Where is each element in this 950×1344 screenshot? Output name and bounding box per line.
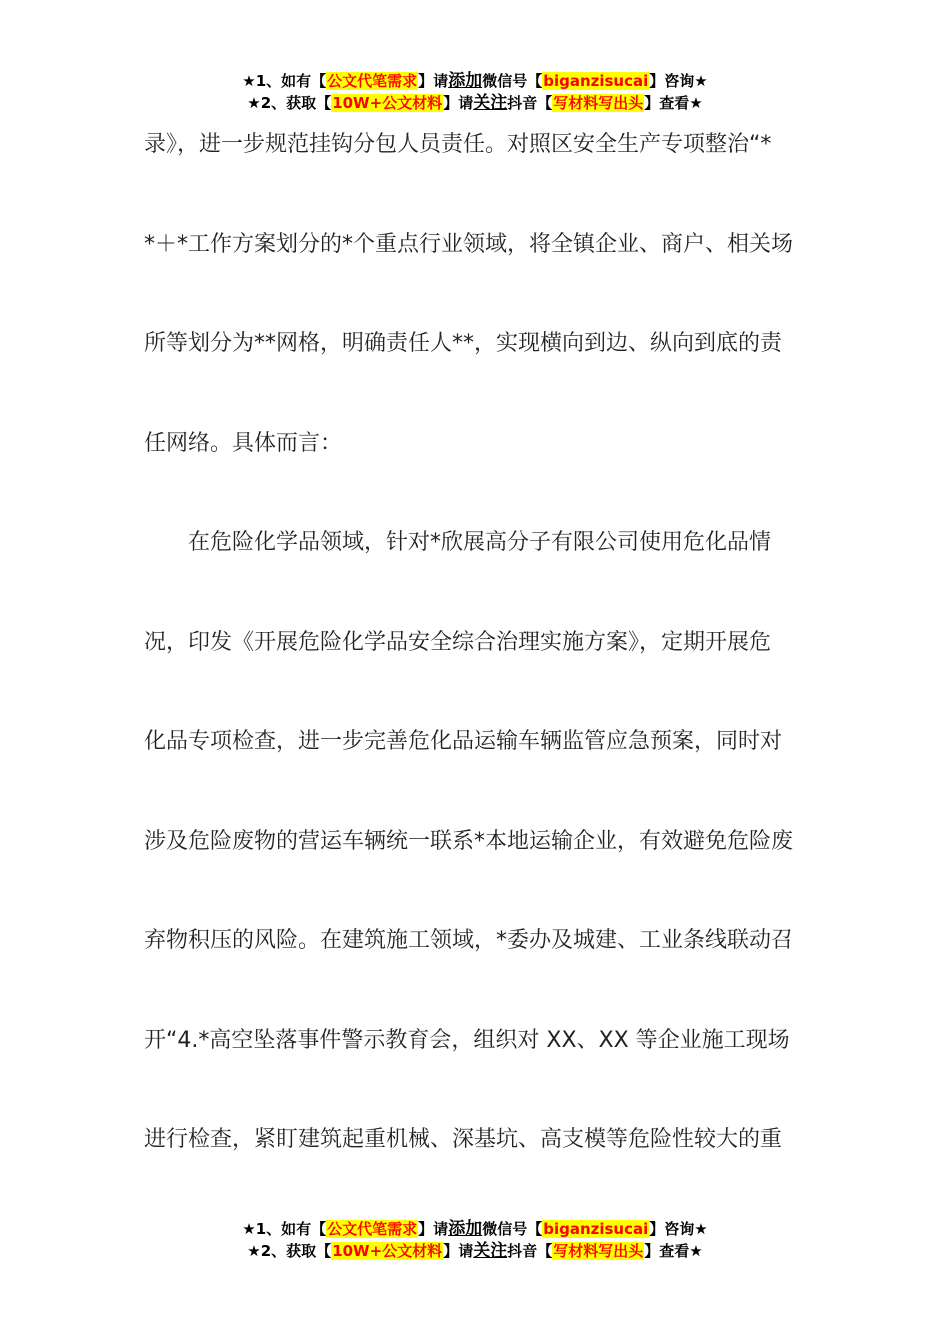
promo-highlight: biganzisucai bbox=[543, 72, 649, 90]
body-line: 进行检查，紧盯建筑起重机械、深基坑、高支模等危险性较大的重 bbox=[144, 1127, 783, 1152]
promo-text: 】咨询★ bbox=[649, 1220, 708, 1238]
promo-text: 】查看★ bbox=[644, 94, 703, 112]
promo-text: ★2、获取【 bbox=[247, 94, 332, 112]
document-body bbox=[144, 120, 814, 1215]
promo-highlight: 公文代笔需求 bbox=[327, 1220, 418, 1238]
promo-text: ★1、如有【 bbox=[242, 1220, 327, 1238]
promo-highlight: 写材料写出头 bbox=[553, 1242, 644, 1260]
promo-text: 】请 bbox=[443, 1242, 474, 1260]
promo-text: ★2、获取【 bbox=[247, 1242, 332, 1260]
promo-highlight: 10W+公文材料 bbox=[332, 1242, 443, 1260]
body-line: 开“4.*高空坠落事件警示教育会，组织对 XX、XX 等企业施工现场 bbox=[144, 1027, 790, 1053]
promo-text: 】请 bbox=[443, 94, 474, 112]
promo-text: 抖音【 bbox=[507, 94, 553, 112]
header-promo-banner bbox=[0, 70, 950, 114]
body-line: 化品专项检查，进一步完善危化品运输车辆监管应急预案，同时对 bbox=[144, 729, 783, 754]
promo-highlight: 写材料写出头 bbox=[553, 94, 644, 112]
promo-underlined: 添加 bbox=[448, 1219, 483, 1239]
body-line: 况，印发《开展危险化学品安全综合治理实施方案》，定期开展危 bbox=[144, 629, 772, 655]
promo-text: 】请 bbox=[418, 72, 449, 90]
promo-text: 】查看★ bbox=[644, 1242, 703, 1260]
body-line: 弃物积压的风险。在建筑施工领域，*委办及城建、工业条线联动召 bbox=[144, 928, 794, 953]
promo-line-1 bbox=[0, 1218, 950, 1240]
body-line: *＋*工作方案划分的*个重点行业领域，将全镇企业、商户、相关场 bbox=[144, 231, 794, 257]
promo-highlight: 公文代笔需求 bbox=[327, 72, 418, 90]
body-line: 录》，进一步规范挂钩分包人员责任。对照区安全生产专项整治“* bbox=[144, 132, 772, 157]
promo-text: 抖音【 bbox=[507, 1242, 553, 1260]
body-line: 涉及危险废物的营运车辆统一联系*本地运输企业，有效避免危险废 bbox=[144, 828, 794, 854]
promo-line-2 bbox=[0, 92, 950, 114]
promo-highlight: 10W+公文材料 bbox=[332, 94, 443, 112]
body-line: 任网络。具体而言： bbox=[144, 430, 343, 456]
promo-text: 微信号【 bbox=[482, 72, 543, 90]
promo-underlined: 关注 bbox=[473, 93, 508, 113]
promo-line-1 bbox=[0, 70, 950, 92]
footer-promo-banner bbox=[0, 1218, 950, 1262]
promo-text: 】请 bbox=[418, 1220, 449, 1238]
promo-line-2 bbox=[0, 1240, 950, 1262]
promo-text: ★1、如有【 bbox=[242, 72, 327, 90]
promo-highlight: biganzisucai bbox=[543, 1220, 649, 1238]
body-line: 所等划分为**网格，明确责任人**，实现横向到边、纵向到底的责 bbox=[144, 331, 783, 356]
body-line: 在危险化学品领域，针对*欣展高分子有限公司使用危化品情 bbox=[188, 530, 772, 555]
promo-underlined: 添加 bbox=[448, 71, 483, 91]
promo-text: 微信号【 bbox=[482, 1220, 543, 1238]
promo-text: 】咨询★ bbox=[649, 72, 708, 90]
promo-underlined: 关注 bbox=[473, 1241, 508, 1261]
